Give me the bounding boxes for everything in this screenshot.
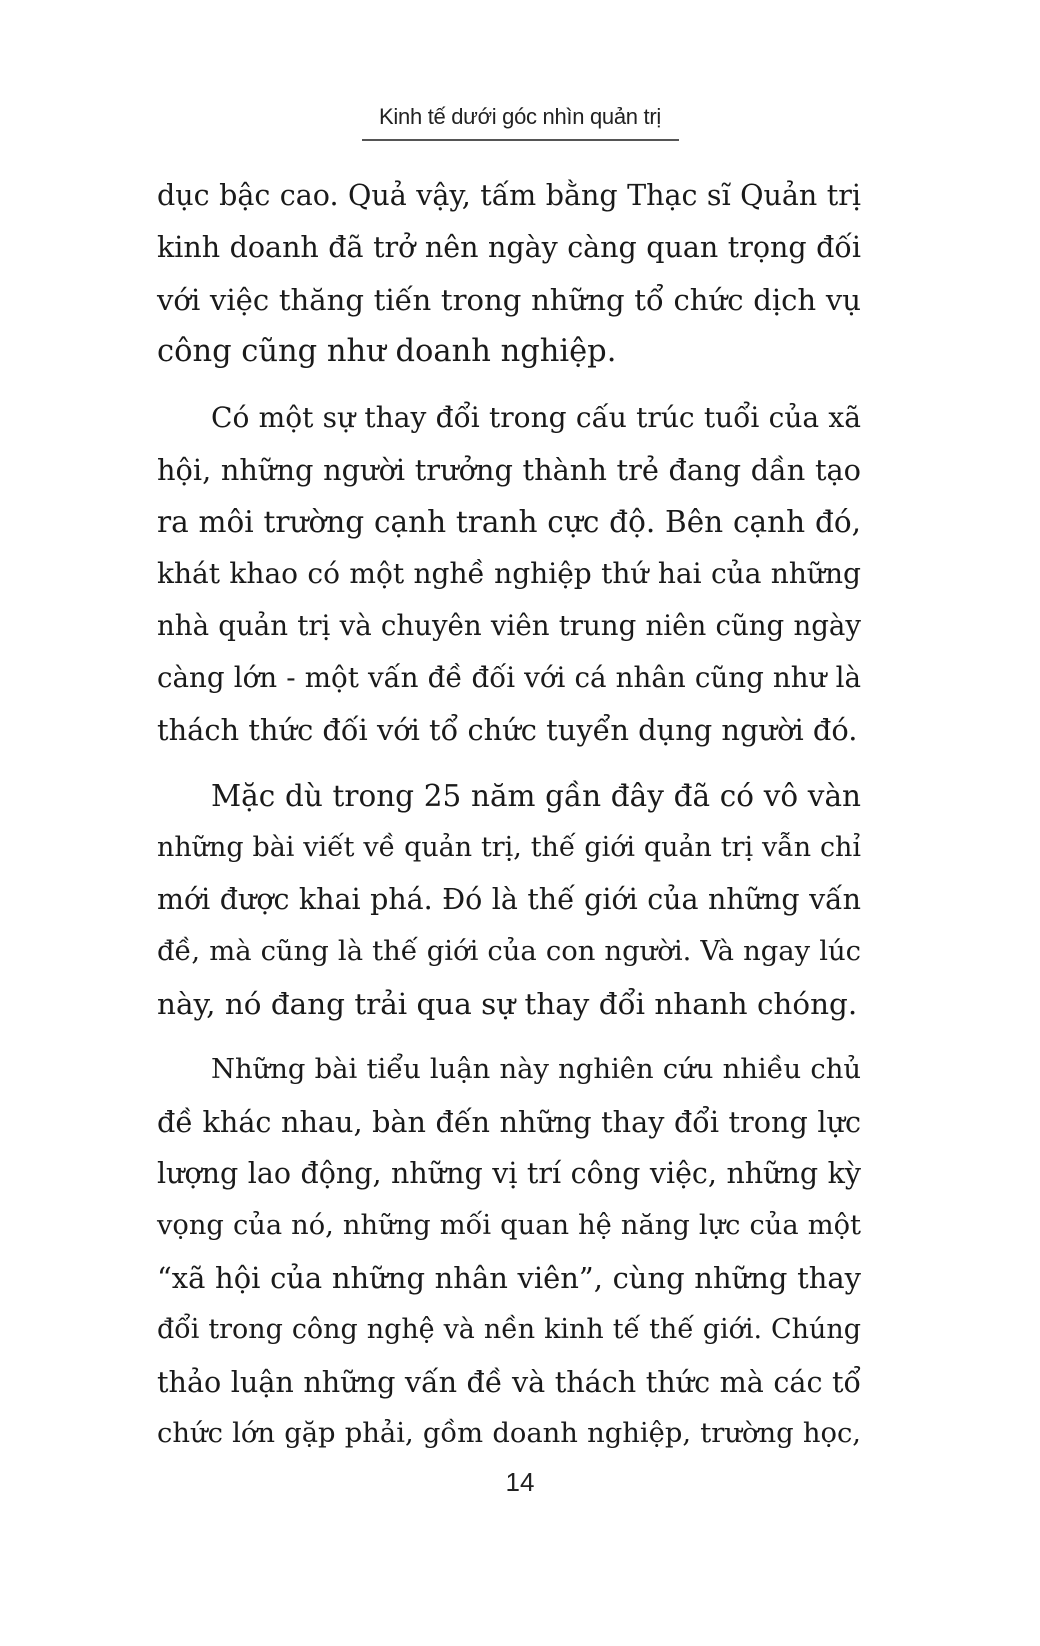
text-line: thảo luận những vấn đề và thách thức mà các tổ <box>157 1365 861 1399</box>
text-line: công cũng như doanh nghiệp. <box>157 334 617 369</box>
text-line: Mặc dù trong 25 năm gần đây đã có vô vàn <box>211 779 861 813</box>
running-head-title: Kinh tế dưới góc nhìn quản trị <box>379 104 661 129</box>
text-line: này, nó đang trải qua sự thay đổi nhanh chóng. <box>157 987 858 1021</box>
text-line: lượng lao động, những vị trí công việc, những kỳ <box>157 1157 861 1190</box>
paragraph-1 <box>157 170 861 378</box>
paragraph-2 <box>157 392 861 756</box>
paragraph-3 <box>157 770 861 1030</box>
text-line: hội, những người trưởng thành trẻ đang dần tạo <box>157 453 861 487</box>
text-line: mới được khai phá. Đó là thế giới của những vấn <box>157 883 861 916</box>
paragraph-4 <box>157 1044 861 1460</box>
text-line: ra môi trường cạnh tranh cực độ. Bên cạnh đó, <box>157 505 861 539</box>
text-line: đề, mà cũng là thế giới của con người. Và ngay lúc <box>157 936 861 967</box>
text-line: nhà quản trị và chuyên viên trung niên cũng ngày <box>157 609 861 642</box>
text-line: vọng của nó, những mối quan hệ năng lực của một <box>157 1210 861 1241</box>
text-line: những bài viết về quản trị, thế giới quản trị vẫn chỉ <box>157 832 861 863</box>
text-line: dục bậc cao. Quả vậy, tấm bằng Thạc sĩ Quản trị <box>157 179 861 212</box>
text-line: “xã hội của những nhân viên”, cùng những thay <box>157 1261 861 1295</box>
text-line: khát khao có một nghề nghiệp thứ hai của những <box>157 557 861 590</box>
text-line: kinh doanh đã trở nên ngày càng quan trọng đối <box>157 231 861 264</box>
text-line: với việc thăng tiến trong những tổ chức dịch vụ <box>157 283 861 317</box>
running-head-rule <box>362 139 679 141</box>
text-line: đề khác nhau, bàn đến những thay đổi trong lực <box>157 1105 861 1139</box>
text-line: đổi trong công nghệ và nền kinh tế thế giới. Chúng <box>157 1314 861 1345</box>
body-text <box>157 170 861 1460</box>
text-line: càng lớn - một vấn đề đối với cá nhân cũng như là <box>157 661 861 694</box>
text-line: chức lớn gặp phải, gồm doanh nghiệp, trường học, <box>157 1418 861 1449</box>
text-line: thách thức đối với tổ chức tuyển dụng người đó. <box>157 713 858 747</box>
text-line: Những bài tiểu luận này nghiên cứu nhiều chủ <box>211 1054 861 1085</box>
page-number: 14 <box>505 1467 535 1497</box>
text-line: Có một sự thay đổi trong cấu trúc tuổi của xã <box>211 401 861 434</box>
